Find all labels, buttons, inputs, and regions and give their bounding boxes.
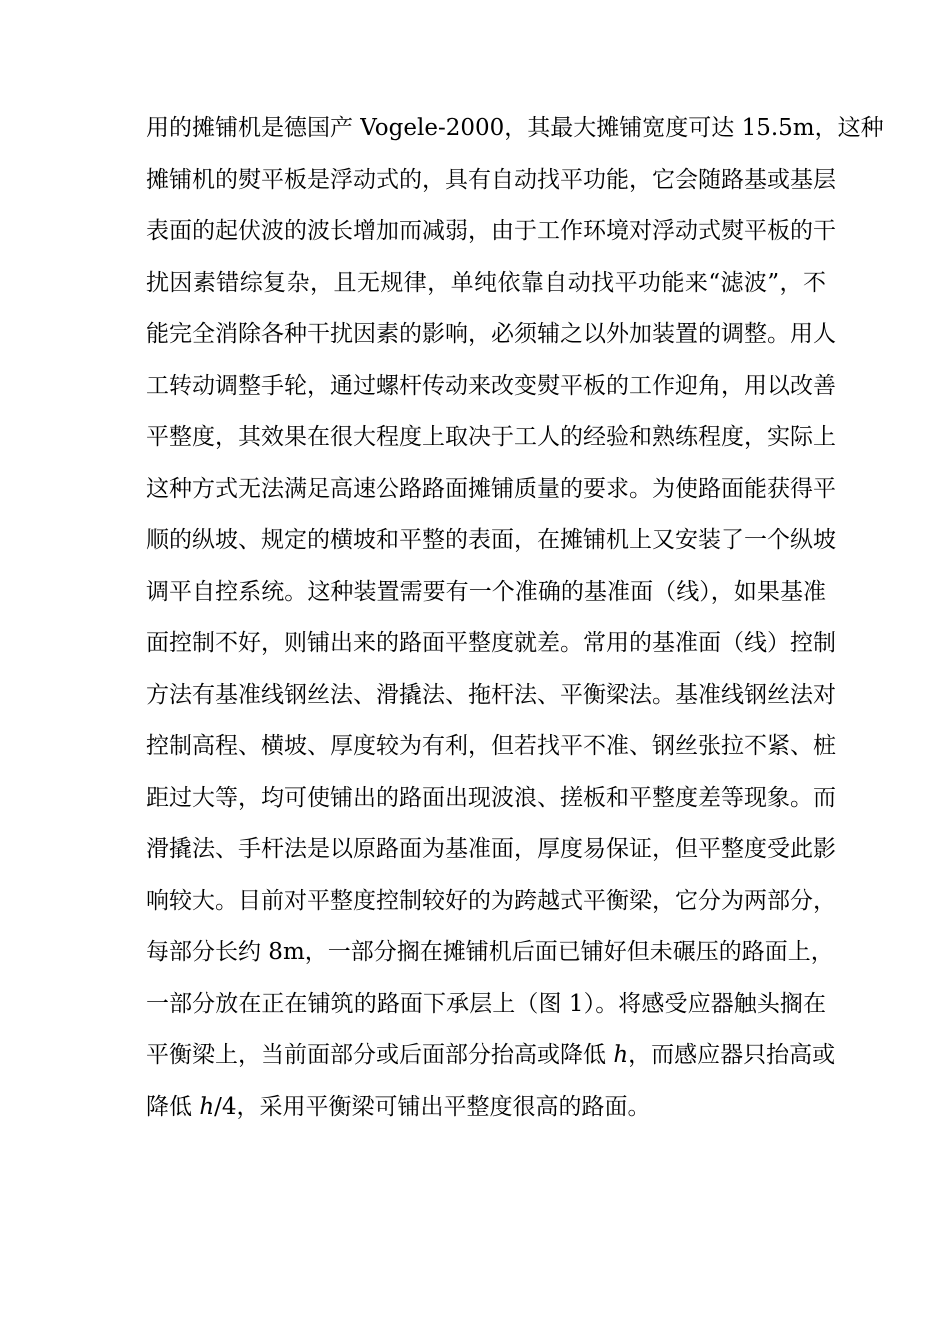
text-line: 滑撬法、手杆法是以原路面为基准面，厚度易保证，但平整度受此影	[146, 836, 836, 862]
text-line: 表面的起伏波的波长增加而减弱，由于工作环境对浮动式熨平板的干	[146, 218, 836, 244]
text-line: 摊铺机的熨平板是浮动式的，具有自动找平功能，它会随路基或基层	[146, 166, 836, 193]
text-line: 扰因素错综复杂，且无规律，单纯依靠自动找平功能来“滤波”，不	[146, 269, 826, 296]
text-line: 距过大等，均可使铺出的路面出现波浪、搓板和平整度差等现象。而	[146, 784, 836, 811]
text-line: 能完全消除各种干扰因素的影响，必须辅之以外加装置的调整。用人	[146, 321, 836, 347]
text-line: 面控制不好，则铺出来的路面平整度就差。常用的基准面（线）控制	[146, 630, 836, 656]
text-line: 这种方式无法满足高速公路路面摊铺质量的要求。为使路面能获得平	[146, 475, 836, 502]
text-line	[146, 1082, 826, 1134]
text-fragment: 降低	[146, 1093, 200, 1120]
text-fragment: ，而感应器只抬高或	[628, 1042, 836, 1068]
text-line	[146, 1030, 836, 1082]
text-line: 控制高程、横坡、厚度较为有利，但若找平不准、钢丝张拉不紧、桩	[146, 733, 836, 759]
text-line: 顺的纵坡、规定的横坡和平整的表面，在摊铺机上又安装了一个纵坡	[146, 527, 836, 553]
text-line: 方法有基准线钢丝法、滑撬法、拖杆法、平衡梁法。基准线钢丝法对	[146, 681, 836, 708]
text-fragment: 平衡梁上，当前面部分或后面部分抬高或降低	[146, 1042, 614, 1068]
text-line: 工转动调整手轮，通过螺杆传动来改变熨平板的工作迎角，用以改善	[146, 372, 836, 399]
text-line: 一部分放在正在铺筑的路面下承层上（图 1）。将感受应器触头搁在	[146, 990, 826, 1017]
text-line: 响较大。目前对平整度控制较好的为跨越式平衡梁，它分为两部分，	[146, 887, 836, 914]
variable-h: h	[199, 1093, 215, 1120]
text-fragment: /4，采用平衡梁可铺出平整度很高的路面。	[214, 1093, 651, 1120]
text-line: 每部分长约 8m，一部分搁在摊铺机后面已铺好但未碾压的路面上，	[146, 939, 834, 965]
variable-h: h	[613, 1042, 629, 1068]
text-line: 用的摊铺机是德国产 Vogele-2000，其最大摊铺宽度可达 15.5m，这种	[146, 115, 884, 141]
body-paragraph	[146, 103, 884, 1133]
text-line: 平整度，其效果在很大程度上取决于工人的经验和熟练程度，实际上	[146, 424, 836, 450]
text-line: 调平自控系统。这种装置需要有一个准确的基准面（线），如果基准	[146, 578, 826, 605]
